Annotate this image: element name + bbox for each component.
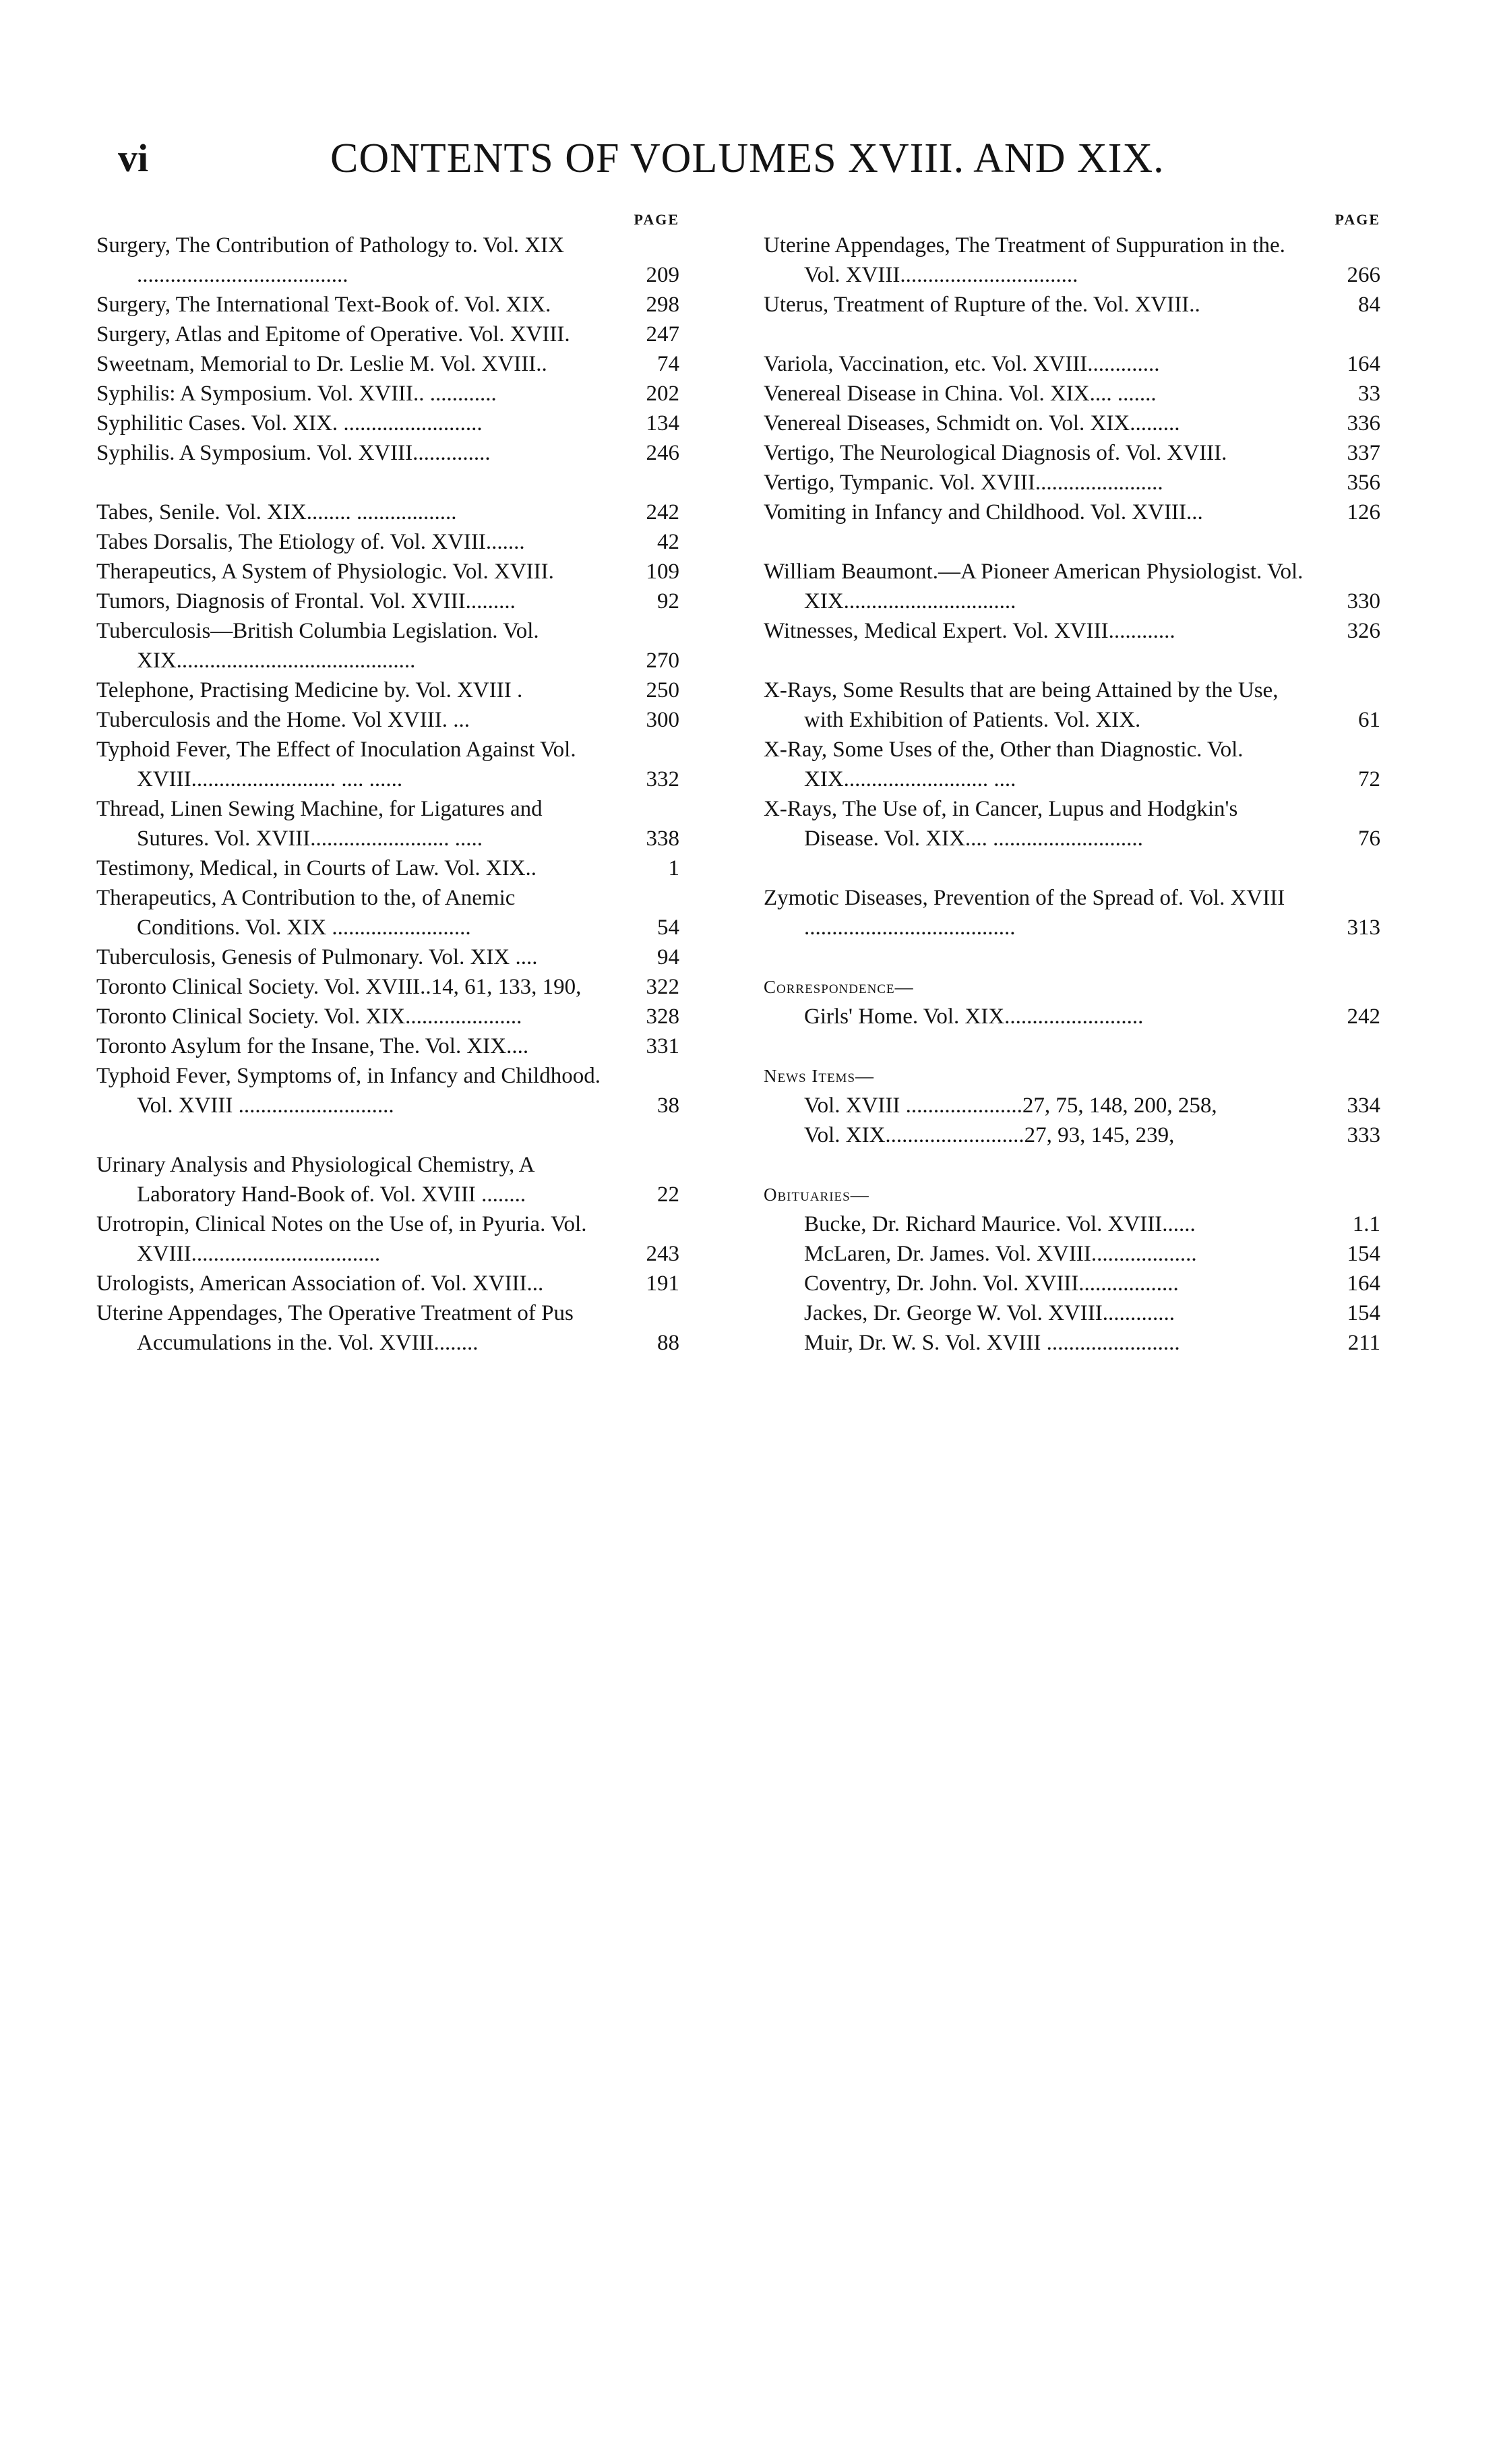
entry-page-number: 164	[1347, 1271, 1380, 1296]
index-entry	[764, 1120, 1380, 1150]
index-entry	[764, 438, 1380, 468]
index-entry	[764, 468, 1380, 498]
index-entry	[96, 527, 679, 557]
entry-text: Toronto Clinical Society. Vol. XVIII..14, 61, 133, 190,	[96, 975, 582, 999]
index-entry	[764, 1298, 1380, 1328]
index-entry	[764, 735, 1380, 794]
entry-page-number: 326	[1347, 619, 1380, 643]
index-group-s	[96, 231, 679, 468]
index-entry	[764, 675, 1380, 735]
index-group-u	[96, 1150, 679, 1358]
index-entry	[96, 320, 679, 349]
entry-page-number: 94	[657, 945, 679, 969]
entry-text: Therapeutics, A Contribution to the, of Anemic Conditions. Vol. XIX .........................	[96, 886, 516, 940]
entry-text: Vol. XVIII .....................27, 75, 148, 200, 258,	[804, 1093, 1217, 1118]
entry-text: X-Rays, Some Results that are being Attained by the Use, with Exhibition of Patients. Vol. XIX.	[764, 678, 1279, 732]
entry-text: Vomiting in Infancy and Childhood. Vol. XVIII...	[764, 500, 1203, 524]
entry-page-number: 337	[1347, 441, 1380, 465]
entry-text: Vertigo, The Neurological Diagnosis of. Vol. XVIII.	[764, 441, 1227, 465]
entry-text: William Beaumont.—A Pioneer American Physiologist. Vol. XIX...............................	[764, 560, 1304, 613]
entry-page-number: 322	[646, 975, 679, 999]
entry-page-number: 300	[646, 708, 679, 732]
index-entry	[764, 794, 1380, 853]
index-entry	[96, 290, 679, 320]
index-entry	[96, 1031, 679, 1061]
entry-page-number: 92	[657, 589, 679, 613]
index-group-w	[764, 557, 1380, 646]
index-entry	[96, 557, 679, 587]
entry-page-number: 1.1	[1352, 1212, 1380, 1236]
entry-text: Uterine Appendages, The Operative Treatment of Pus Accumulations in the. Vol. XVIII........	[96, 1301, 574, 1355]
index-entry	[764, 231, 1380, 290]
entry-text: Typhoid Fever, The Effect of Inoculation Against Vol. XVIII.......................... .... ......	[96, 738, 576, 791]
entry-page-number: 242	[646, 500, 679, 524]
index-entry	[96, 231, 679, 290]
entry-page-number: 298	[646, 293, 679, 317]
entry-page-number: 88	[657, 1331, 679, 1355]
entry-page-number: 54	[657, 915, 679, 940]
section-heading-correspondence: Correspondence—	[764, 977, 914, 997]
index-entry	[764, 1002, 1380, 1031]
index-entry	[96, 794, 679, 853]
entry-page-number: 313	[1347, 915, 1380, 940]
index-entry	[764, 557, 1380, 616]
page-column-label: PAGE	[634, 211, 679, 228]
entry-page-number: 250	[646, 678, 679, 702]
index-entry	[96, 1061, 679, 1120]
entry-text: Venereal Diseases, Schmidt on. Vol. XIX.........	[764, 411, 1180, 435]
index-entry	[764, 616, 1380, 646]
entry-page-number: 331	[646, 1034, 679, 1058]
entry-text: Thread, Linen Sewing Machine, for Ligatures and Sutures. Vol. XVIII......................... .....	[96, 797, 543, 851]
index-group-u	[764, 231, 1380, 320]
entry-page-number: 126	[1347, 500, 1380, 524]
index-entry	[96, 616, 679, 675]
entry-text: Variola, Vaccination, etc. Vol. XVIII.............	[764, 352, 1160, 376]
index-entry	[764, 498, 1380, 527]
entry-page-number: 246	[646, 441, 679, 465]
entry-text: Tabes Dorsalis, The Etiology of. Vol. XVIII.......	[96, 530, 525, 554]
index-entry	[764, 1328, 1380, 1358]
left-column	[96, 209, 679, 1358]
entry-text: Muir, Dr. W. S. Vol. XVIII ........................	[804, 1331, 1180, 1355]
entry-text: Vertigo, Tympanic. Vol. XVIII.......................	[764, 471, 1163, 495]
index-entry	[96, 853, 679, 883]
page-number: vi	[118, 136, 149, 180]
index-entry	[96, 705, 679, 735]
entry-text: Tuberculosis and the Home. Vol XVIII. ...	[96, 708, 470, 732]
entry-page-number: 209	[646, 263, 679, 287]
entry-page-number: 330	[1347, 589, 1380, 613]
entry-text: Tuberculosis, Genesis of Pulmonary. Vol. XIX ....	[96, 945, 538, 969]
entry-page-number: 154	[1347, 1301, 1380, 1325]
index-entry	[764, 1269, 1380, 1298]
index-entry	[96, 675, 679, 705]
entry-text: Tuberculosis—British Columbia Legislation. Vol. XIX...........................................	[96, 619, 539, 673]
entry-text: Zymotic Diseases, Prevention of the Spread of. Vol. XVIII ......................................	[764, 886, 1285, 940]
index-entry	[96, 438, 679, 468]
entry-text: Venereal Disease in China. Vol. XIX.... .......	[764, 382, 1157, 406]
index-group-v	[764, 349, 1380, 527]
entry-page-number: 211	[1347, 1331, 1380, 1355]
entry-text: Bucke, Dr. Richard Maurice. Vol. XVIII......	[804, 1212, 1196, 1236]
index-entry	[96, 498, 679, 527]
index-group-correspondence	[764, 1002, 1380, 1031]
entry-page-number: 270	[646, 649, 679, 673]
index-entry	[96, 1209, 679, 1269]
entry-text: Tabes, Senile. Vol. XIX........ ..................	[96, 500, 457, 524]
section-heading-news-items: News Items—	[764, 1066, 875, 1086]
entry-page-number: 74	[657, 352, 679, 376]
entry-page-number: 164	[1347, 352, 1380, 376]
entry-text: Syphilis. A Symposium. Vol. XVIII..............	[96, 441, 491, 465]
entry-page-number: 338	[646, 827, 679, 851]
index-entry	[764, 379, 1380, 409]
index-entry	[96, 409, 679, 438]
entry-text: Sweetnam, Memorial to Dr. Leslie M. Vol. XVIII..	[96, 352, 547, 376]
entry-text: X-Rays, The Use of, in Cancer, Lupus and Hodgkin's Disease. Vol. XIX.... ...........................	[764, 797, 1238, 851]
entry-text: Uterine Appendages, The Treatment of Suppuration in the. Vol. XVIII................................	[764, 233, 1285, 287]
index-entry	[96, 349, 679, 379]
entry-page-number: 22	[657, 1182, 679, 1207]
index-group-obituaries	[764, 1209, 1380, 1358]
page-header	[0, 128, 1501, 189]
entry-text: Syphilis: A Symposium. Vol. XVIII.. ............	[96, 382, 497, 406]
index-entry	[764, 349, 1380, 379]
entry-text: Urotropin, Clinical Notes on the Use of, in Pyuria. Vol. XVIII..................................	[96, 1212, 587, 1266]
entry-text: Toronto Asylum for the Insane, The. Vol. XIX....	[96, 1034, 529, 1058]
entry-page-number: 84	[1358, 293, 1380, 317]
entry-text: Telephone, Practising Medicine by. Vol. XVIII .	[96, 678, 523, 702]
entry-text: Surgery, Atlas and Epitome of Operative. Vol. XVIII.	[96, 322, 570, 347]
index-entry	[96, 1269, 679, 1298]
entry-page-number: 1	[668, 856, 679, 880]
entry-text: Surgery, The International Text-Book of. Vol. XIX.	[96, 293, 551, 317]
entry-page-number: 33	[1358, 382, 1380, 406]
entry-page-number: 134	[646, 411, 679, 435]
index-entry	[764, 290, 1380, 320]
entry-page-number: 38	[657, 1093, 679, 1118]
index-entry	[96, 1298, 679, 1358]
entry-text: Therapeutics, A System of Physiologic. Vol. XVIII.	[96, 560, 554, 584]
entry-page-number: 333	[1347, 1123, 1380, 1147]
index-entry	[764, 883, 1380, 942]
entry-page-number: 191	[646, 1271, 679, 1296]
entry-page-number: 154	[1347, 1242, 1380, 1266]
index-entry	[764, 1239, 1380, 1269]
entry-page-number: 356	[1347, 471, 1380, 495]
entry-text: X-Ray, Some Uses of the, Other than Diagnostic. Vol. XIX.......................... ....	[764, 738, 1244, 791]
index-entry	[96, 379, 679, 409]
entry-page-number: 61	[1358, 708, 1380, 732]
entry-page-number: 332	[646, 767, 679, 791]
index-entry	[96, 1150, 679, 1209]
entry-text: Tumors, Diagnosis of Frontal. Vol. XVIII.........	[96, 589, 516, 613]
index-group-x	[764, 675, 1380, 853]
index-entry	[96, 972, 679, 1002]
entry-page-number: 242	[1347, 1004, 1380, 1029]
entry-text: Toronto Clinical Society. Vol. XIX.....................	[96, 1004, 522, 1029]
entry-text: Urinary Analysis and Physiological Chemistry, A Laboratory Hand-Book of. Vol. XVIII ........	[96, 1153, 534, 1207]
entry-page-number: 336	[1347, 411, 1380, 435]
entry-text: Uterus, Treatment of Rupture of the. Vol. XVIII..	[764, 293, 1200, 317]
entry-page-number: 247	[646, 322, 679, 347]
index-group-t	[96, 498, 679, 1120]
page-column-label: PAGE	[1335, 211, 1380, 228]
entry-page-number: 243	[646, 1242, 679, 1266]
index-group-z	[764, 883, 1380, 942]
index-group-news-items	[764, 1091, 1380, 1150]
index-entry	[96, 942, 679, 972]
index-entry	[96, 735, 679, 794]
entry-page-number: 42	[657, 530, 679, 554]
entry-text: Jackes, Dr. George W. Vol. XVIII.............	[804, 1301, 1175, 1325]
entry-page-number: 334	[1347, 1093, 1380, 1118]
entry-page-number: 72	[1358, 767, 1380, 791]
entry-page-number: 266	[1347, 263, 1380, 287]
entry-page-number: 328	[646, 1004, 679, 1029]
index-entry	[764, 409, 1380, 438]
entry-page-number: 109	[646, 560, 679, 584]
entry-text: Syphilitic Cases. Vol. XIX. .........................	[96, 411, 483, 435]
index-entry	[96, 587, 679, 616]
index-entry	[764, 1091, 1380, 1120]
entry-page-number: 202	[646, 382, 679, 406]
index-entry	[764, 1209, 1380, 1239]
entry-text: Girls' Home. Vol. XIX.........................	[804, 1004, 1144, 1029]
index-entry	[96, 883, 679, 942]
entry-text: Testimony, Medical, in Courts of Law. Vol. XIX..	[96, 856, 537, 880]
entry-text: Surgery, The Contribution of Pathology to. Vol. XIX ......................................	[96, 233, 564, 287]
entry-text: Witnesses, Medical Expert. Vol. XVIII............	[764, 619, 1175, 643]
right-column	[764, 209, 1380, 1358]
entry-text: Vol. XIX.........................27, 93, 145, 239,	[804, 1123, 1175, 1147]
entry-text: Typhoid Fever, Symptoms of, in Infancy and Childhood. Vol. XVIII ............................	[96, 1064, 601, 1118]
entry-text: Urologists, American Association of. Vol. XVIII...	[96, 1271, 544, 1296]
entry-text: Coventry, Dr. John. Vol. XVIII..................	[804, 1271, 1179, 1296]
entry-text: McLaren, Dr. James. Vol. XVIII...................	[804, 1242, 1197, 1266]
running-title: CONTENTS OF VOLUMES XVIII. AND XIX.	[330, 136, 1165, 181]
index-entry	[96, 1002, 679, 1031]
entry-page-number: 76	[1358, 827, 1380, 851]
section-heading-obituaries: Obituaries—	[764, 1184, 869, 1205]
